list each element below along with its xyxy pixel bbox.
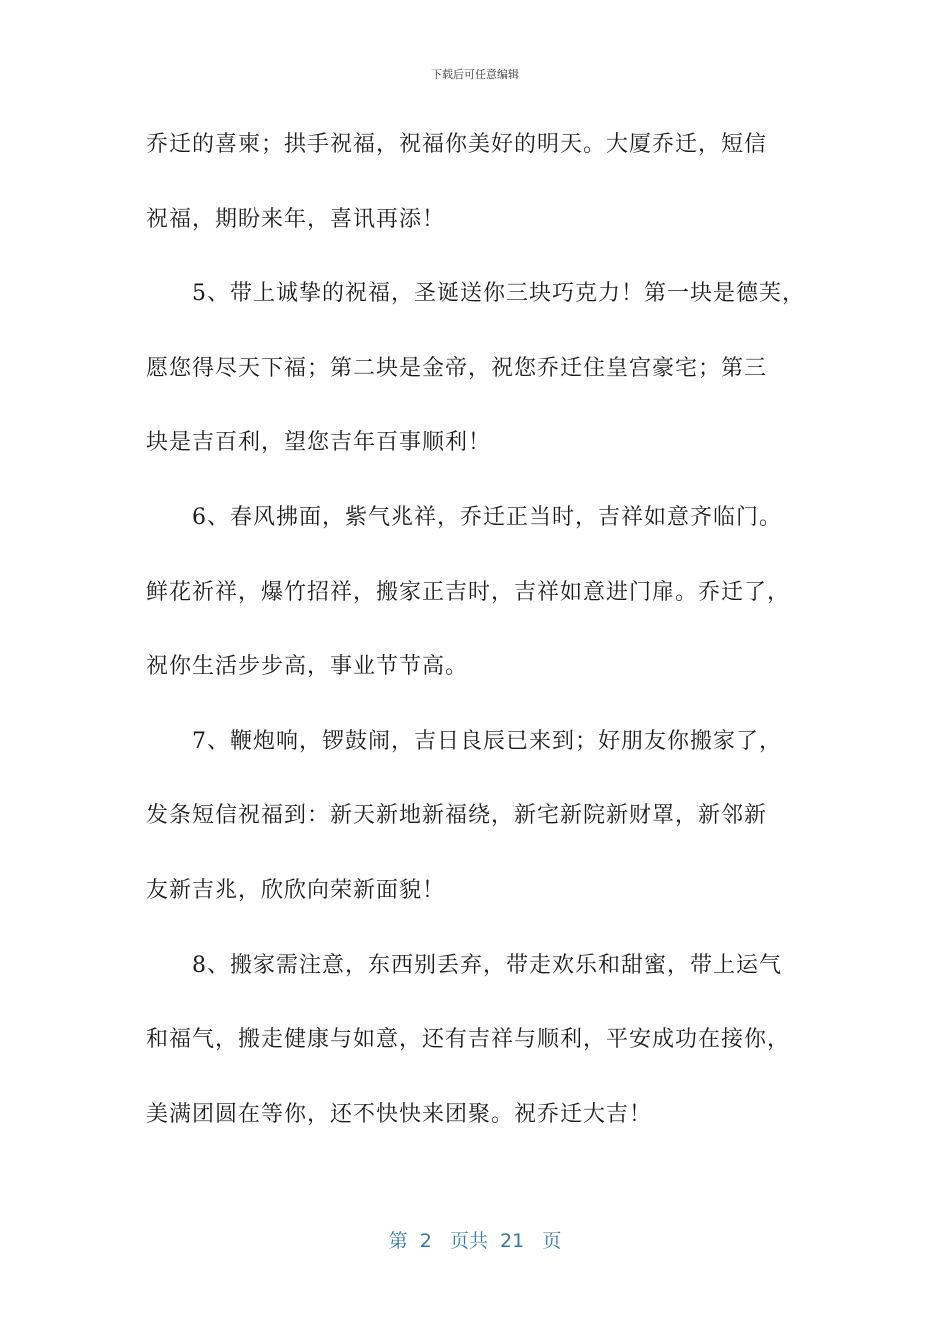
body-line: 乔迁的喜柬；拱手祝福，祝福你美好的明天。大厦乔迁，短信 bbox=[146, 132, 768, 157]
body-line: 友新吉兆，欣欣向荣新面貌！ bbox=[146, 877, 446, 903]
paragraph-start-line: 8、搬家需注意，东西别丢弃，带走欢乐和甜蜜，带上运气 bbox=[192, 952, 782, 978]
body-line: 鲜花祈祥，爆竹招祥，搬家正吉时，吉祥如意进门扉。乔迁了， bbox=[146, 579, 791, 605]
header-note: 下载后可任意编辑 bbox=[431, 68, 519, 81]
body-line: 祝福，期盼来年，喜讯再添！ bbox=[146, 206, 446, 232]
body-line: 发条短信祝福到：新天新地新福绕，新宅新院新财罩，新邻新 bbox=[146, 803, 768, 829]
paragraph-start-line: 5、带上诚挚的祝福，圣诞送你三块巧克力！第一块是德芙， bbox=[192, 281, 805, 307]
paragraph-start-line: 7、鞭炮响，锣鼓闹，吉日良辰已来到；好朋友你搬家了， bbox=[192, 728, 782, 754]
page-number-footer: 第 2 页共 21 页 bbox=[388, 1230, 562, 1252]
body-line: 和福气，搬走健康与如意，还有吉祥与顺利，平安成功在接你， bbox=[146, 1027, 791, 1053]
body-line: 祝你生活步步高，事业节节高。 bbox=[146, 654, 469, 680]
paragraph-start-line: 6、春风拂面，紫气兆祥，乔迁正当时，吉祥如意齐临门。 bbox=[192, 504, 782, 530]
body-line: 愿您得尽天下福；第二块是金帝，祝您乔迁住皇宫豪宅；第三 bbox=[146, 355, 768, 381]
document-body bbox=[146, 125, 826, 1169]
body-line: 块是吉百利，望您吉年百事顺利！ bbox=[146, 430, 492, 456]
body-line: 美满团圆在等你，还不快快来团聚。祝乔迁大吉！ bbox=[146, 1101, 653, 1127]
